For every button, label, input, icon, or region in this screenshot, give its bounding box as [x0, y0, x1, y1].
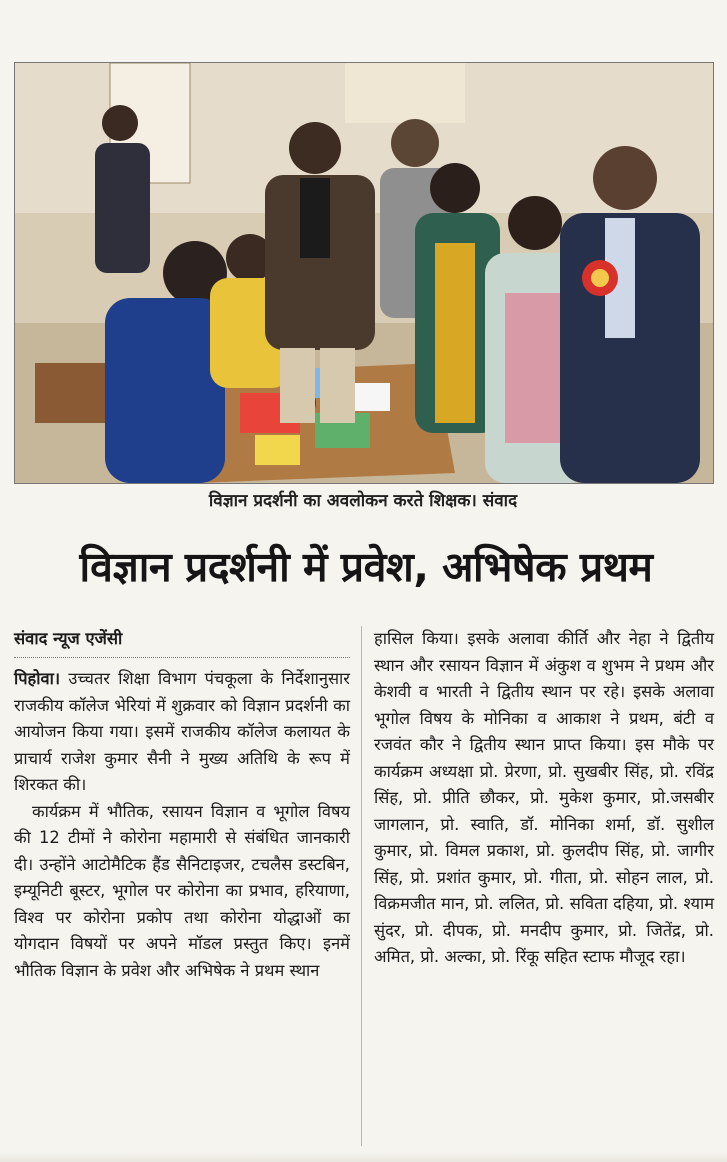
article-paragraph-3: हासिल किया। इसके अलावा कीर्ति और नेहा ने द्वितीय स्थान और रसायन विज्ञान में अंकुश व शुभम ने प्रथम और केशवी व भारती ने द्वितीय स्थान पर रहे। इसके अलावा भूगोल विषय के मोनिका व आकाश ने प्रथम, बंटी व रजवंत कौर ने द्वितीय स्थान प्राप्त किया। इस मौके पर कार्यक्रम अध्यक्षा प्रो. प्रेरणा, प्रो. सुखबीर सिंह, प्रो. रविंद्र सिंह, प्रो. प्रीति छौकर, प्रो. मुकेश कुमार, प्रो.जसबीर जागलान, प्रो. स्वाति, डॉ. मोनिका शर्मा, डॉ. सुशील कुमार, प्रो. विमल प्रकाश, प्रो. कुलदीप सिंह, प्रो. जागीर सिंह, प्रो. प्रशांत कुमार, प्रो. गीता, प्रो. सोहन लाल, प्रो. विक्रमजीत मान, प्रो. ललित, प्रो. सविता दहिया, प्रो. श्याम सुंदर, प्रो. दीपक, प्रो. मनदीप कुमार, प्रो. जितेंद्र, प्रो. अमित, प्रो. अल्का, प्रो. रिंकू सहित स्टाफ मौजूद रहा। — [374, 629, 714, 966]
article-paragraph-1 — [14, 666, 350, 799]
news-photo — [14, 62, 714, 484]
article-column-left — [14, 626, 350, 984]
dateline: पिहोवा। — [14, 669, 61, 688]
byline-divider — [14, 657, 350, 658]
article-headline: विज्ञान प्रदर्शनी में प्रवेश, अभिषेक प्रथम — [79, 543, 653, 591]
article-column-right — [374, 626, 714, 971]
article-paragraph-2: कार्यक्रम में भौतिक, रसायन विज्ञान व भूगोल विषय की 12 टीमों ने कोरोना महामारी से संबंधित जानकारी दी। उन्होंने आटोमैटिक हैंड सैनिटाइजर, टचलैस डस्टबिन, इम्यूनिटी बूस्टर, भूगोल पर कोरोना का प्रभाव, हरियाणा, विश्व पर कोरोना प्रकोप तथा कोरोना योद्धाओं का योगदान विषयों पर अपने मॉडल प्रस्तुत किए। इनमें भौतिक विज्ञान के प्रवेश और अभिषेक ने प्रथम स्थान — [14, 801, 350, 980]
event-photo-icon — [15, 63, 713, 483]
column-divider — [361, 626, 362, 1146]
byline: संवाद न्यूज एजेंसी — [14, 629, 123, 648]
page-bottom-edge — [0, 1152, 727, 1162]
photo-caption: विज्ञान प्रदर्शनी का अवलोकन करते शिक्षक। संवाद — [208, 491, 518, 511]
paragraph-1-text: उच्चतर शिक्षा विभाग पंचकूला के निर्देशानुसार राजकीय कॉलेज भेरियां में शुक्रवार को विज्ञान प्रदर्शनी का आयोजन किया गया। इसमें राजकीय कॉलेज कलायत के प्राचार्य राजेश कुमार सैनी ने मुख्य अतिथि के रूप में शिरकत की। — [14, 669, 350, 794]
